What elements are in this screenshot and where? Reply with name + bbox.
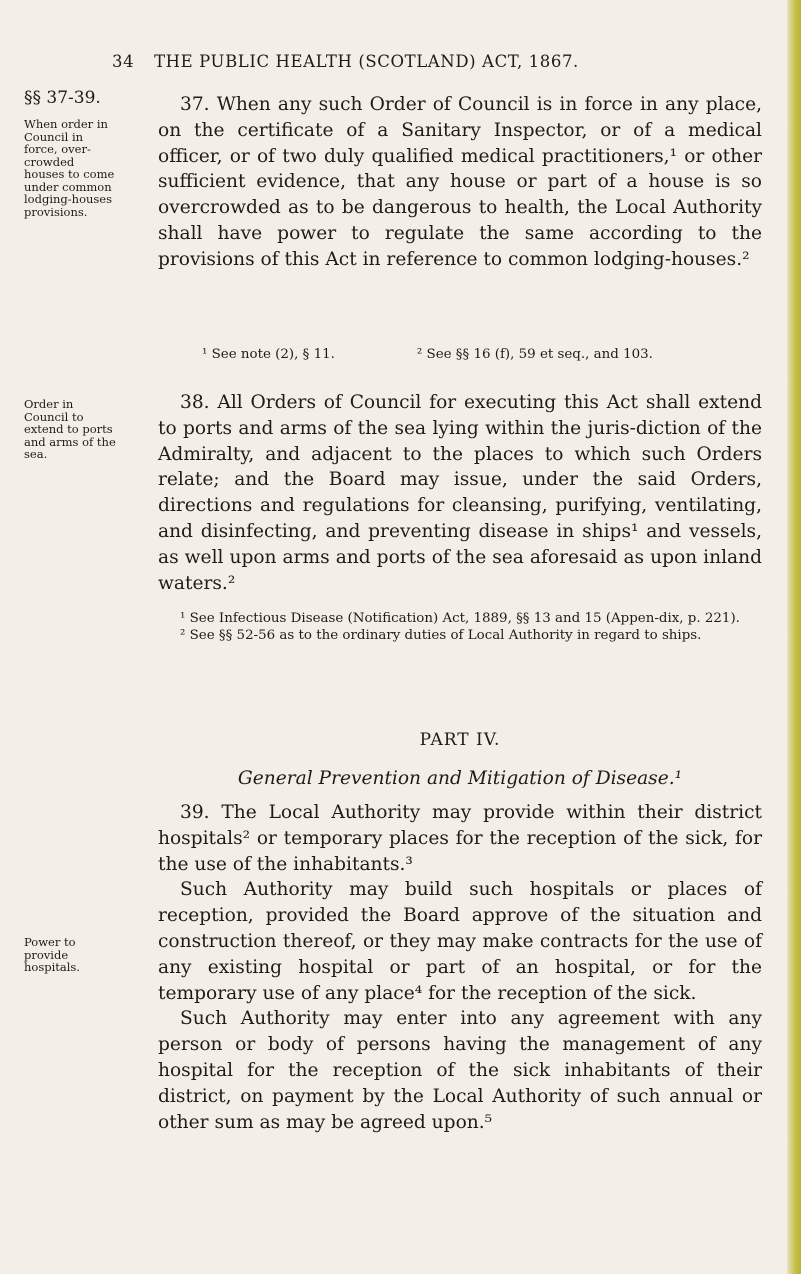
margin-note-s39: Power to provide hospitals. (24, 935, 80, 974)
section-38-footnotes (158, 610, 762, 644)
section-39-para-2: Such Authority may build such hospitals or places of reception, provided the Board approve of the situation and construction thereof, or they may make contracts for the use of any existing hospital or part of an hospital, or for the temporary use of any place⁴ for the reception of the sick. (158, 879, 762, 1004)
part-subheading: General Prevention and Mitigation of Disease.¹ (237, 768, 683, 789)
page-edge (787, 0, 801, 1274)
footnote-37-1: ¹ See note (2), § 11. (202, 347, 335, 362)
margin-sections-ref: §§ 37-39. (24, 88, 101, 108)
section-38 (158, 390, 762, 596)
page-number: 34 (112, 52, 135, 71)
section-39-para-3: Such Authority may enter into any agreement with any person or body of persons having the management of any hospital for the reception of the sick inhabitants of their district, on payment by the Local Authority of such annual or other sum as may be agreed upon.⁵ (158, 1008, 762, 1133)
section-37 (158, 92, 762, 273)
footnote-37-2: ² See §§ 16 (f), 59 et seq., and 103. (416, 347, 653, 362)
section-39 (158, 800, 762, 1135)
footnote-38-2: ² See §§ 52-56 as to the ordinary duties of Local Authority in regard to ships. (180, 628, 702, 643)
footnote-38-1: ¹ See Infectious Disease (Notification) Act, 1889, §§ 13 and 15 (Appen-dix, p. 221). (180, 611, 740, 626)
running-title: THE PUBLIC HEALTH (SCOTLAND) ACT, 1867. (154, 52, 579, 71)
section-38-text: 38. All Orders of Council for executing this Act shall extend to ports and arms of the sea lying within the juris-diction of the Admiralty, and adjacent to the places to which such Orders relate; and the Board may issue, under the said Orders, directions and regulations for cleansing, purifying, ventilating, and disinfecting, and preventing disease in ships¹ and vessels, as well upon arms and ports of the sea aforesaid as upon inland waters.² (158, 392, 762, 594)
section-37-footnotes (158, 346, 762, 363)
part-heading: PART IV. (419, 730, 501, 750)
section-37-text: 37. When any such Order of Council is in force in any place, on the certificate of a Sanitary Inspector, or of a medical officer, or of two duly qualified medical practitioners,¹ or other sufficient evidence, that any house or part of a house is so overcrowded as to be dangerous to health, the Local Authority shall have power to regulate the same according to the provisions of this Act in reference to common lodging-houses.² (158, 94, 762, 270)
margin-note-s37: When order in Council in force, over-crowded houses to come under common lodging-houses provisions. (24, 117, 115, 219)
margin-note-s38: Order in Council to extend to ports and arms of the sea. (24, 397, 116, 461)
section-39-para-1: 39. The Local Authority may provide within their district hospitals² or temporary places for the reception of the sick, for the use of the inhabitants.³ (158, 802, 762, 875)
running-header (112, 52, 712, 71)
